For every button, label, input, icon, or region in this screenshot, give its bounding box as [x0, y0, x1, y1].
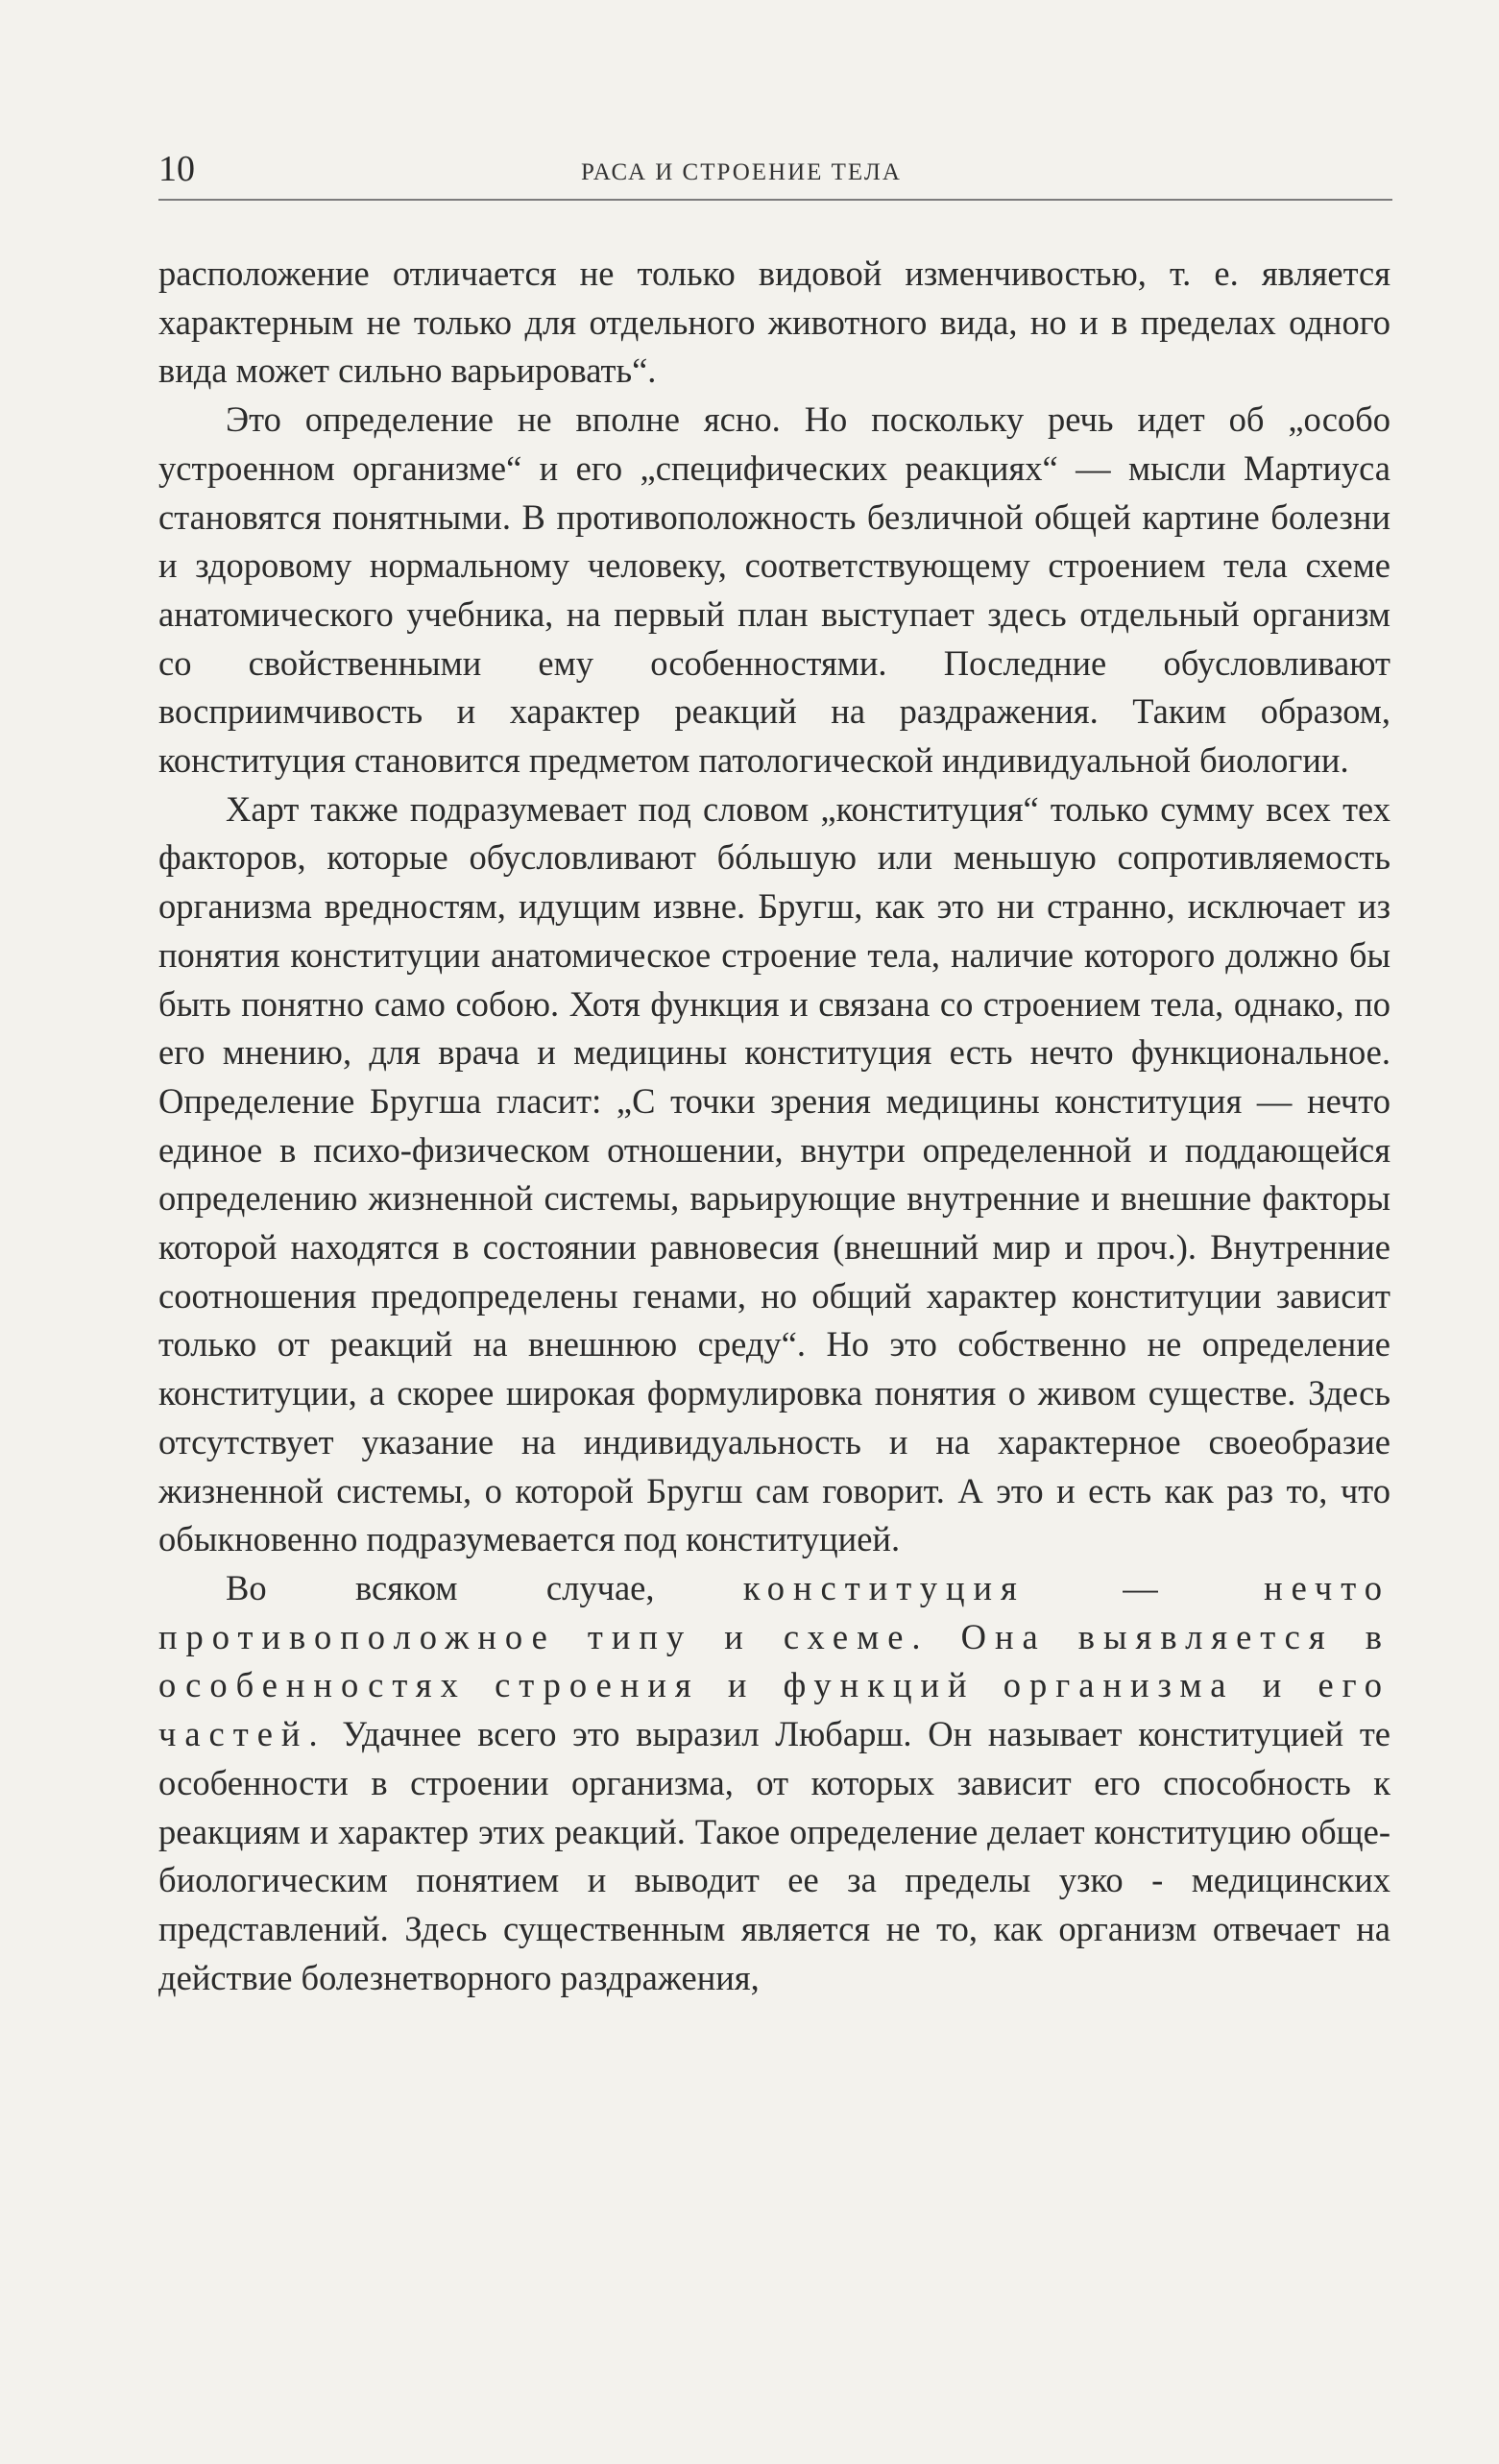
paragraph-continued: расположение отличается не только видовой изменчивостью, т. е. является характерным не только для отдельного животного вида, но и в пределах одного вида может сильно варьировать“.: [158, 254, 1390, 391]
paragraph: [158, 1564, 1390, 2002]
header-divider: [158, 199, 1392, 201]
paragraph-text-start: Во всяком случае,: [226, 1567, 743, 1607]
page-header: [158, 144, 1392, 202]
page-number: 10: [158, 149, 195, 189]
running-title: РАСА И СТРОЕНИЕ ТЕЛА: [581, 159, 902, 185]
paragraph-text-end: Удачнее всего это выразил Любарш. Он называет конституцией те особенности в строении организма, от которых зависит его способность к реакциям и характер этих реакций. Такое определение делает конституцию обще-биологическим понятием и выводит ее за пределы узко - медицинских представлений. Здесь существенным является не то, как организм отвечает на действие болезнетворного раздражения,: [158, 1714, 1390, 1997]
paragraph: Это определение не вполне ясно. Но поскольку речь идет об „особо устроенном организме“ и его „специфических реакциях“ — мысли Мартиуса становятся понятными. В противоположность безличной общей картине болезни и здоровому нормальному человеку, соответствующему строением тела схеме анатомического учебника, на первый план выступает здесь отдельный организм со свойственными ему особенностями. Последние обусловливают восприимчивость и характер реакций на раздражения. Таким образом, конституция становится предметом патологической индивидуальной биологии.: [158, 399, 1390, 781]
paragraph: Харт также подразумевает под словом „конституция“ только сумму всех тех факторов, которые обусловливают бóльшую или меньшую сопротивляемость организма вредностям, идущим извне. Бругш, как это ни странно, исключает из понятия конституции анатомическое строение тела, наличие которого должно бы быть понятно само собою. Хотя функция и связана со строением тела, однако, по его мнению, для врача и медицины конституция есть нечто функциональное. Определение Бругша гласит: „С точки зрения медицины конституция — нечто единое в психо-физическом отношении, внутри определенной и поддающейся определению жизненной системы, варьирующие внутренние и внешние факторы которой находятся в состоянии равновесия (внешний мир и проч.). Внутренние соотношения предопределены генами, но общий характер конституции зависит только от реакций на внешнюю среду“. Но это собственно не определение конституции, а скорее широкая формулировка понятия о живом существе. Здесь отсутствует указание на индивидуальность и на характерное своеобразие жизненной системы, о которой Бругш сам говорит. А это и есть как раз то, что обыкновенно подразумевается под конституцией.: [158, 788, 1390, 1559]
emphasized-definition: конституция — нечто противоположное типу и схеме. Она выявляется в особенностях строения и функций организма и его частей.: [158, 1567, 1390, 1754]
page-body: [158, 250, 1390, 2002]
